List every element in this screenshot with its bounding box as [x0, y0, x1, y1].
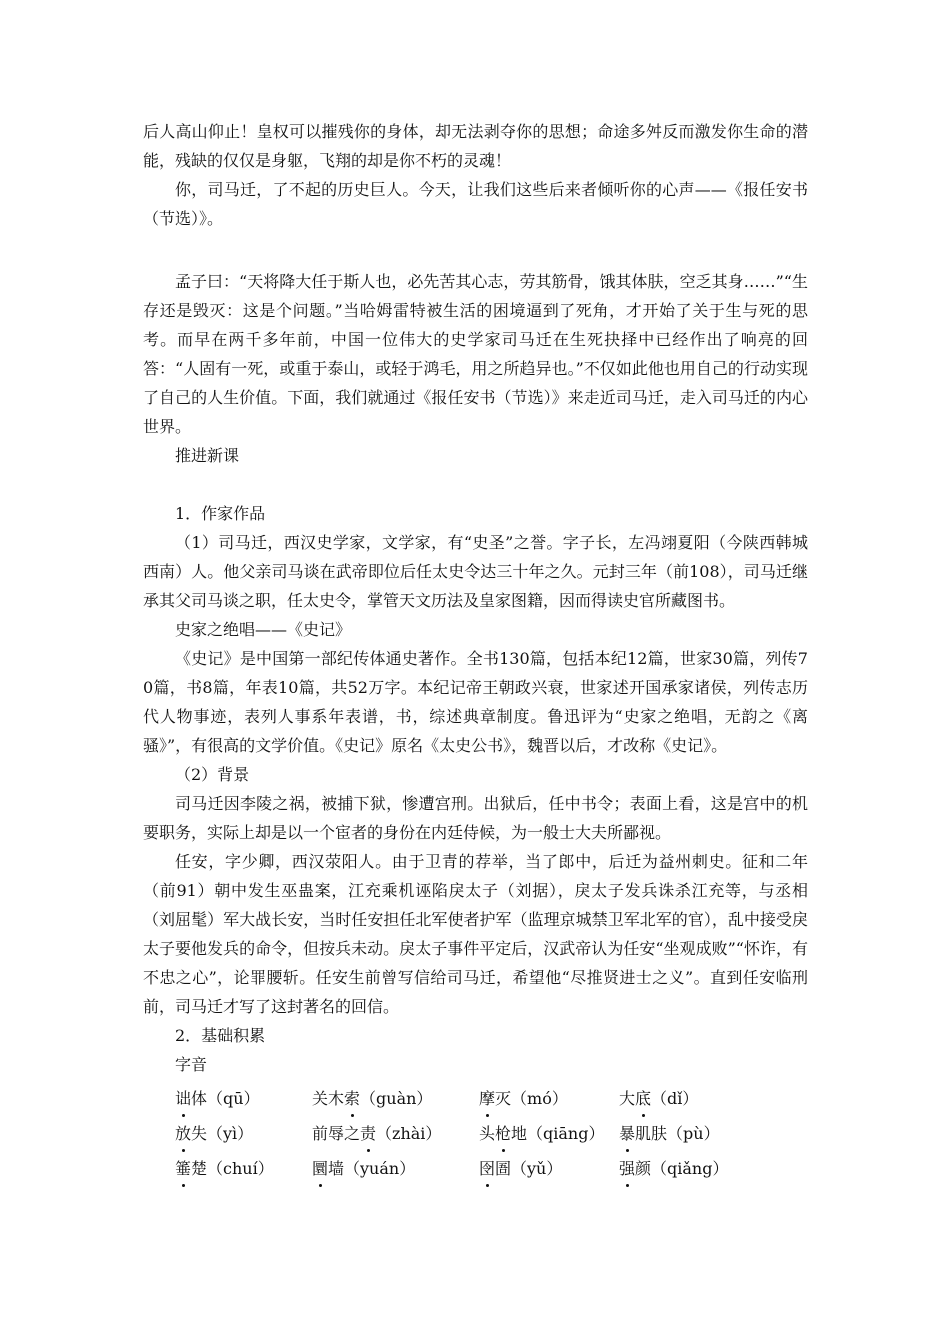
shiji-paragraph: 《史记》是中国第一部纪传体通史著作。全书130篇，包括本纪12篇，世家30篇，列传70篇，书8篇，年表10篇，共52万字。本纪记帝王朝政兴衰，世家述开国承家诸侯，列传志历代人物事迹，表列人事系年表谱，书，综述典章制度。鲁迅评为“史家之绝唱，无韵之《离骚》”，有很高的文学价值。《史记》原名《太史公书》，魏晋以后，才改称《史记》。: [143, 649, 808, 755]
spacer: [143, 470, 808, 499]
pronunciation-item: 关木索（guàn）: [312, 1084, 479, 1113]
author-heading: 1．作家作品: [175, 504, 266, 523]
shiji-subheading: 史家之绝唱——《史记》: [175, 620, 352, 639]
intro-paragraph-1: 后人高山仰止！皇权可以摧残你的身体，却无法剥夺你的思想；命途多舛反而激发你生命的潜能，残缺的仅仅是身躯，飞翔的却是你不朽的灵魂！: [143, 122, 808, 170]
pronunciation-item: 强颜（qiǎng）: [619, 1154, 779, 1183]
pronunciation-item: 暴肌肤（pù）: [619, 1119, 779, 1148]
intro-paragraph-3: 孟子曰：“天将降大任于斯人也，必先苦其心志，劳其筋骨，饿其体肤，空乏其身……”“生存还是毁灭：这是个问题。”当哈姆雷特被生活的困境逼到了死角，才开始了关于生与死的思考。而早在两千多年前，中国一位伟大的史学家司马迁在生死抉择中已经作出了响亮的回答：“人固有一死，或重于泰山，或轻于鸿毛，用之所趋异也。”不仅如此他也用自己的行动实现了自己的人生价值。下面，我们就通过《报任安书（节选）》来走近司马迁，走入司马迁的内心世界。: [143, 272, 808, 436]
background-heading: （2）背景: [175, 765, 250, 784]
pronunciation-item: 圜墙（yuán）: [312, 1154, 479, 1183]
pronunciation-item: 前辱之责（zhài）: [312, 1119, 479, 1148]
pronunciation-item: 头枪地（qiāng）: [479, 1119, 619, 1148]
background-paragraph-1: 司马迁因李陵之祸，被捕下狱，惨遭宫刑。出狱后，任中书令；表面上看，这是宫中的机要职务，实际上却是以一个宦者的身份在内廷侍候，为一般士大夫所鄙视。: [143, 794, 808, 842]
pronunciation-subheading: 字音: [175, 1055, 208, 1074]
pronunciation-item: 放失（yì）: [175, 1119, 312, 1148]
pronunciation-item: 箠楚（chuí）: [175, 1154, 312, 1183]
pronunciation-table: [175, 1081, 808, 1186]
pronunciation-row: [175, 1151, 808, 1186]
pronunciation-item: 大底（dǐ）: [619, 1084, 779, 1113]
section-title: 推进新课: [175, 446, 240, 465]
spacer: [143, 233, 808, 267]
intro-paragraph-2: 你，司马迁，了不起的历史巨人。今天，让我们这些后来者倾听你的心声——《报任安书（节选）》。: [143, 180, 808, 228]
pronunciation-row: [175, 1081, 808, 1116]
pronunciation-item: 诎体（qū）: [175, 1084, 312, 1113]
pronunciation-row: [175, 1116, 808, 1151]
background-paragraph-2: 任安，字少卿，西汉荥阳人。由于卫青的荐举，当了郎中，后迁为益州刺史。征和二年（前91）朝中发生巫蛊案，江充乘机诬陷戾太子（刘据），戾太子发兵诛杀江充等，与丞相（刘屈髦）军大战长安，当时任安担任北军使者护军（监理京城禁卫军北军的官），乱中接受戾太子要他发兵的命令，但按兵未动。戾太子事件平定后，汉武帝认为任安“坐观成败”“怀诈，有不忠之心”，论罪腰斩。任安生前曾写信给司马迁，希望他“尽推贤进士之义”。直到任安临刑前，司马迁才写了这封著名的回信。: [143, 852, 808, 1016]
basics-heading: 2．基础积累: [175, 1026, 266, 1045]
author-paragraph-1: （1）司马迁，西汉史学家，文学家，有“史圣”之誉。字子长，左冯翊夏阳（今陕西韩城西南）人。他父亲司马谈在武帝即位后任太史令达三十年之久。元封三年（前108），司马迁继承其父司马谈之职，任太史令，掌管天文历法及皇家图籍，因而得读史官所藏图书。: [143, 533, 808, 610]
pronunciation-item: 摩灭（mó）: [479, 1084, 619, 1113]
document-body: [143, 117, 808, 1186]
pronunciation-item: 囹圄（yǔ）: [479, 1154, 619, 1183]
